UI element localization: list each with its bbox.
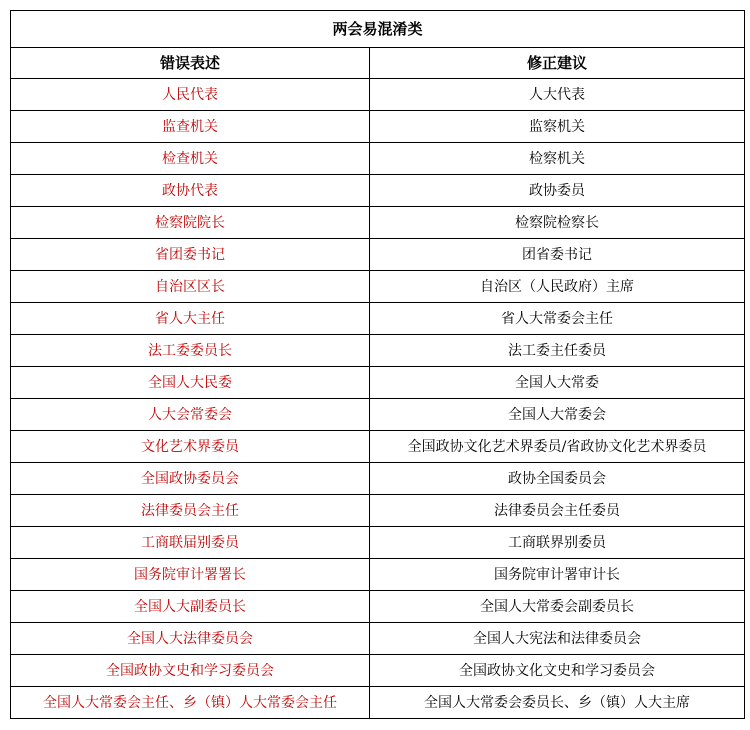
correction-cell: 国务院审计署审计长 [370, 559, 745, 591]
table-row [11, 527, 745, 559]
wrong-expression-cell: 人大会常委会 [11, 399, 370, 431]
header-wrong: 错误表述 [11, 48, 370, 79]
wrong-expression-cell: 工商联届别委员 [11, 527, 370, 559]
correction-cell: 全国人大宪法和法律委员会 [370, 623, 745, 655]
wrong-expression-cell: 全国政协委员会 [11, 463, 370, 495]
table-row [11, 431, 745, 463]
table-row [11, 207, 745, 239]
table-title: 两会易混淆类 [11, 11, 745, 48]
correction-cell: 法律委员会主任委员 [370, 495, 745, 527]
wrong-expression-cell: 检察院院长 [11, 207, 370, 239]
wrong-expression-cell: 政协代表 [11, 175, 370, 207]
table-row [11, 495, 745, 527]
confusion-table [10, 10, 745, 719]
wrong-expression-cell: 法律委员会主任 [11, 495, 370, 527]
table-row [11, 239, 745, 271]
correction-cell: 政协委员 [370, 175, 745, 207]
table-row [11, 335, 745, 367]
correction-cell: 省人大常委会主任 [370, 303, 745, 335]
header-correct: 修正建议 [370, 48, 745, 79]
correction-cell: 人大代表 [370, 79, 745, 111]
correction-cell: 全国人大常委会委员长、乡（镇）人大主席 [370, 687, 745, 719]
correction-cell: 法工委主任委员 [370, 335, 745, 367]
wrong-expression-cell: 省团委书记 [11, 239, 370, 271]
table-row [11, 399, 745, 431]
wrong-expression-cell: 全国人大常委会主任、乡（镇）人大常委会主任 [11, 687, 370, 719]
header-row [11, 48, 745, 79]
wrong-expression-cell: 人民代表 [11, 79, 370, 111]
correction-cell: 检察机关 [370, 143, 745, 175]
wrong-expression-cell: 自治区区长 [11, 271, 370, 303]
wrong-expression-cell: 全国政协文史和学习委员会 [11, 655, 370, 687]
correction-cell: 全国政协文化艺术界委员/省政协文化艺术界委员 [370, 431, 745, 463]
document-sheet [10, 10, 744, 719]
table-row [11, 687, 745, 719]
table-row [11, 303, 745, 335]
correction-cell: 全国政协文化文史和学习委员会 [370, 655, 745, 687]
table-row [11, 79, 745, 111]
correction-cell: 全国人大常委会 [370, 399, 745, 431]
wrong-expression-cell: 全国人大民委 [11, 367, 370, 399]
wrong-expression-cell: 检查机关 [11, 143, 370, 175]
correction-cell: 全国人大常委会副委员长 [370, 591, 745, 623]
correction-cell: 工商联界别委员 [370, 527, 745, 559]
table-row [11, 271, 745, 303]
table-body [11, 79, 745, 719]
table-row [11, 559, 745, 591]
table-row [11, 367, 745, 399]
wrong-expression-cell: 文化艺术界委员 [11, 431, 370, 463]
correction-cell: 自治区（人民政府）主席 [370, 271, 745, 303]
wrong-expression-cell: 国务院审计署署长 [11, 559, 370, 591]
table-row [11, 463, 745, 495]
title-row [11, 11, 745, 48]
wrong-expression-cell: 全国人大法律委员会 [11, 623, 370, 655]
table-row [11, 623, 745, 655]
correction-cell: 政协全国委员会 [370, 463, 745, 495]
correction-cell: 团省委书记 [370, 239, 745, 271]
wrong-expression-cell: 法工委委员长 [11, 335, 370, 367]
table-row [11, 143, 745, 175]
correction-cell: 全国人大常委 [370, 367, 745, 399]
wrong-expression-cell: 全国人大副委员长 [11, 591, 370, 623]
wrong-expression-cell: 监查机关 [11, 111, 370, 143]
wrong-expression-cell: 省人大主任 [11, 303, 370, 335]
table-row [11, 175, 745, 207]
table-row [11, 591, 745, 623]
table-row [11, 111, 745, 143]
table-row [11, 655, 745, 687]
correction-cell: 检察院检察长 [370, 207, 745, 239]
correction-cell: 监察机关 [370, 111, 745, 143]
